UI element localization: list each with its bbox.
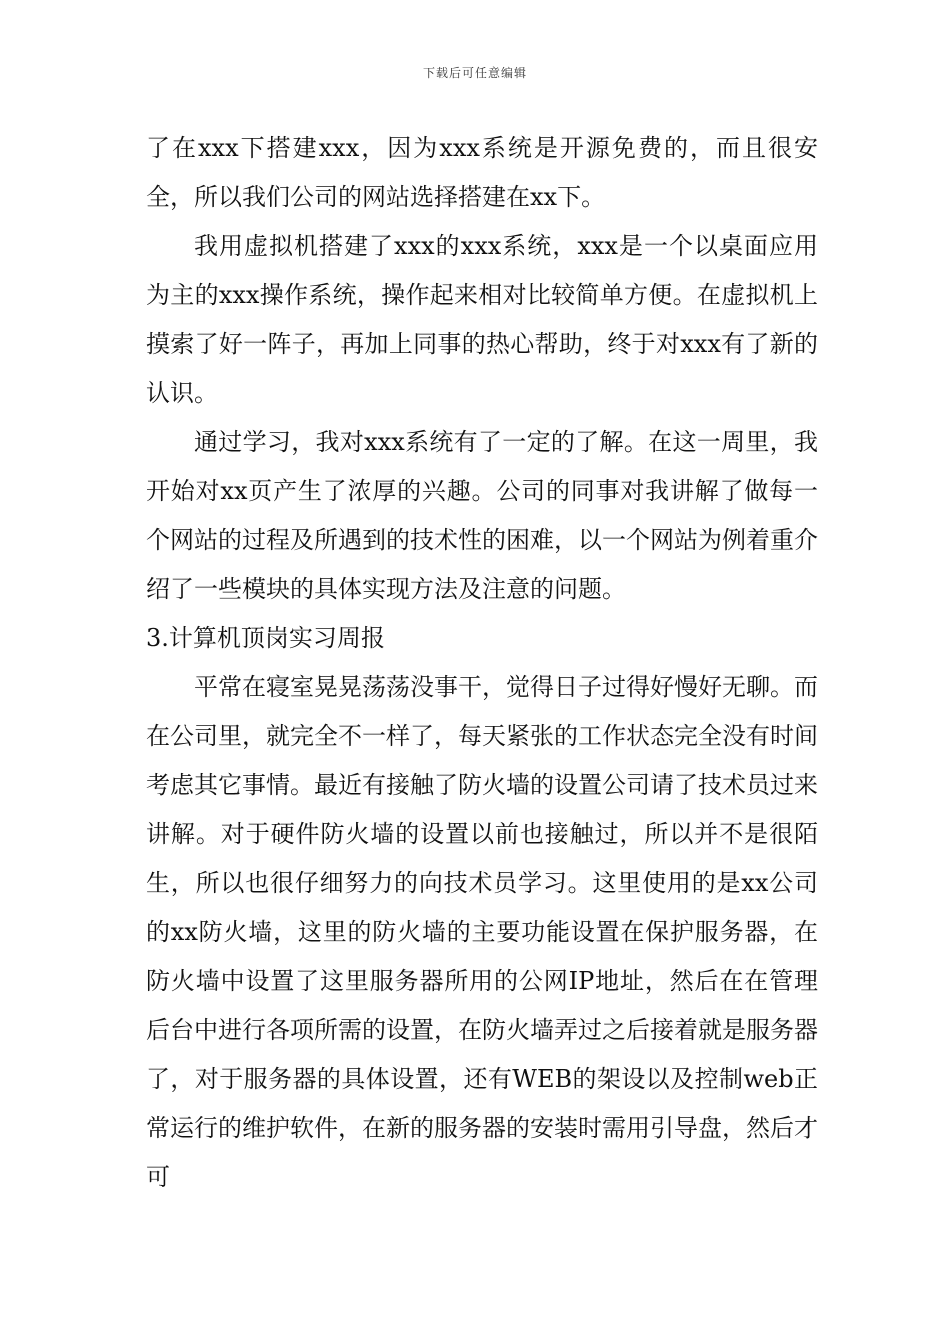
paragraph-3: 通过学习，我对xxx系统有了一定的了解。在这一周里，我开始对xx页产生了浓厚的兴趣。公司的同事对我讲解了做每一个网站的过程及所遇到的技术性的困难，以一个网站为例着重介绍了一些模块的具体实现方法及注意的问题。 [146,428,818,603]
paragraph-2: 我用虚拟机搭建了xxx的xxx系统，xxx是一个以桌面应用为主的xxx操作系统，操作起来相对比较简单方便。在虚拟机上摸索了好一阵子，再加上同事的热心帮助，终于对xxx有了新的认识。 [146,232,818,407]
paragraph-4: 平常在寝室晃晃荡荡没事干，觉得日子过得好慢好无聊。而在公司里，就完全不一样了，每天紧张的工作状态完全没有时间考虑其它事情。最近有接触了防火墙的设置公司请了技术员过来讲解。对于硬件防火墙的设置以前也接触过，所以并不是很陌生，所以也很仔细努力的向技术员学习。这里使用的是xx公司的xx防火墙，这里的防火墙的主要功能设置在保护服务器，在防火墙中设置了这里服务器所用的公网IP地址，然后在在管理后台中进行各项所需的设置，在防火墙弄过之后接着就是服务器了，对于服务器的具体设置，还有WEB的架设以及控制web正常运行的维护软件，在新的服务器的安装时需用引导盘，然后才可 [146,673,818,1191]
paragraph-1: 了在xxx下搭建xxx，因为xxx系统是开源免费的，而且很安全，所以我们公司的网站选择搭建在xx下。 [146,134,818,211]
section-heading: 3.计算机顶岗实习周报 [146,624,385,652]
page-header: 下载后可任意编辑 [422,66,527,80]
document-body [146,124,818,1202]
